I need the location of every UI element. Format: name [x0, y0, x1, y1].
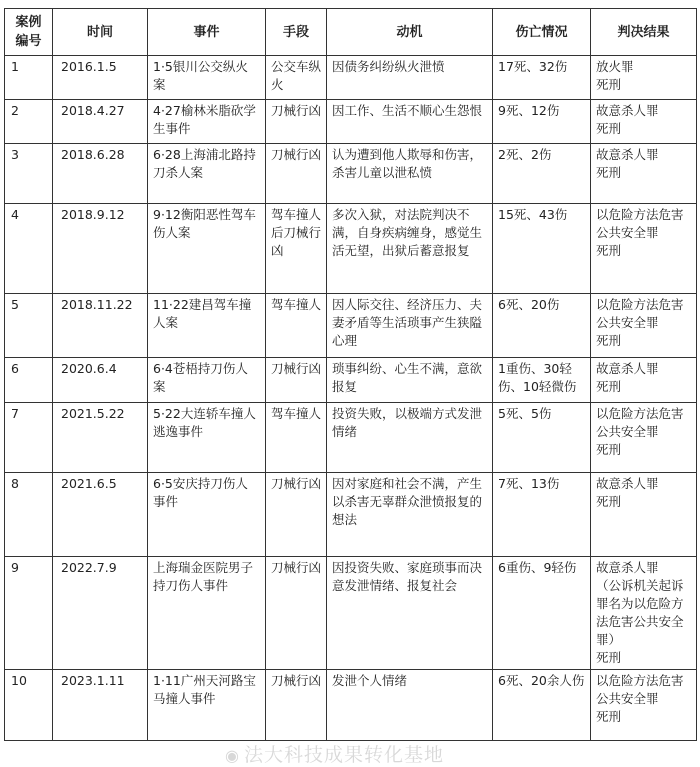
case-table: [4, 8, 697, 741]
table-row: [5, 358, 697, 403]
cell-means: 驾车撞人: [266, 294, 327, 358]
cell-means: 公交车纵火: [266, 56, 327, 100]
cell-motive: 因人际交往、经济压力、夫妻矛盾等生活琐事产生狭隘心理: [327, 294, 493, 358]
header-means: 手段: [266, 9, 327, 56]
cell-event: 上海瑞金医院男子持刀伤人事件: [148, 557, 266, 670]
cell-verdict: 故意杀人罪 死刑: [591, 358, 697, 403]
cell-motive: 琐事纠纷、心生不满，意欲报复: [327, 358, 493, 403]
cell-time: 2018.4.27: [53, 100, 148, 144]
table-row: [5, 403, 697, 473]
cell-case-id: 8: [5, 473, 53, 557]
cell-case-id: 10: [5, 670, 53, 741]
table-row: [5, 670, 697, 741]
cell-motive: 因工作、生活不顺心生怨恨: [327, 100, 493, 144]
cell-case-id: 5: [5, 294, 53, 358]
cell-means: 刀械行凶: [266, 144, 327, 204]
cell-time: 2018.6.28: [53, 144, 148, 204]
cell-event: 6·28上海浦北路持刀杀人案: [148, 144, 266, 204]
cell-casualty: 6死、20余人伤: [493, 670, 591, 741]
cell-event: 9·12衡阳恶性驾车伤人案: [148, 204, 266, 294]
cell-verdict: 故意杀人罪 死刑: [591, 100, 697, 144]
header-motive: 动机: [327, 9, 493, 56]
weibo-logo-icon: ◉: [225, 746, 240, 765]
cell-verdict: 放火罪 死刑: [591, 56, 697, 100]
cell-case-id: 4: [5, 204, 53, 294]
cell-verdict: 以危险方法危害公共安全罪 死刑: [591, 670, 697, 741]
cell-case-id: 3: [5, 144, 53, 204]
header-event: 事件: [148, 9, 266, 56]
cell-time: 2021.5.22: [53, 403, 148, 473]
cell-event: 6·4苍梧持刀伤人案: [148, 358, 266, 403]
cell-verdict: 以危险方法危害公共安全罪 死刑: [591, 294, 697, 358]
cell-event: 11·22建昌驾车撞人案: [148, 294, 266, 358]
cell-case-id: 6: [5, 358, 53, 403]
table-row: [5, 56, 697, 100]
cell-verdict: 故意杀人罪 死刑: [591, 473, 697, 557]
cell-case-id: 1: [5, 56, 53, 100]
cell-event: 1·5银川公交纵火案: [148, 56, 266, 100]
table-row: [5, 100, 697, 144]
cell-motive: 投资失败，以极端方式发泄情绪: [327, 403, 493, 473]
cell-casualty: 2死、2伤: [493, 144, 591, 204]
cell-motive: 因投资失败、家庭琐事而决意发泄情绪、报复社会: [327, 557, 493, 670]
cell-casualty: 5死、5伤: [493, 403, 591, 473]
cell-verdict: 以危险方法危害公共安全罪 死刑: [591, 204, 697, 294]
cell-casualty: 9死、12伤: [493, 100, 591, 144]
watermark-text: 法大科技成果转化基地: [243, 744, 444, 766]
cell-motive: 因对家庭和社会不满，产生以杀害无辜群众泄愤报复的想法: [327, 473, 493, 557]
cell-casualty: 6重伤、9轻伤: [493, 557, 591, 670]
header-case-id: 案例 编号: [5, 9, 53, 56]
cell-casualty: 15死、43伤: [493, 204, 591, 294]
cell-casualty: 1重伤、30轻伤、10轻微伤: [493, 358, 591, 403]
header-time: 时间: [53, 9, 148, 56]
cell-event: 1·11广州天河路宝马撞人事件: [148, 670, 266, 741]
table-row: [5, 294, 697, 358]
cell-time: 2023.1.11: [53, 670, 148, 741]
table-row: [5, 557, 697, 670]
cell-event: 5·22大连轿车撞人逃逸事件: [148, 403, 266, 473]
watermark: [225, 740, 444, 767]
cell-motive: 发泄个人情绪: [327, 670, 493, 741]
cell-case-id: 2: [5, 100, 53, 144]
cell-means: 刀械行凶: [266, 670, 327, 741]
cell-verdict: 故意杀人罪 （公诉机关起诉罪名为以危险方法危害公共安全罪） 死刑: [591, 557, 697, 670]
table-row: [5, 144, 697, 204]
cell-verdict: 以危险方法危害公共安全罪 死刑: [591, 403, 697, 473]
cell-means: 刀械行凶: [266, 557, 327, 670]
cell-verdict: 故意杀人罪 死刑: [591, 144, 697, 204]
cell-casualty: 6死、20伤: [493, 294, 591, 358]
cell-motive: 多次入狱，对法院判决不满，自身疾病缠身，感觉生活无望，出狱后蓄意报复: [327, 204, 493, 294]
cell-time: 2021.6.5: [53, 473, 148, 557]
cell-motive: 因债务纠纷纵火泄愤: [327, 56, 493, 100]
table-row: [5, 204, 697, 294]
cell-case-id: 7: [5, 403, 53, 473]
header-verdict: 判决结果: [591, 9, 697, 56]
table-row: [5, 473, 697, 557]
cell-casualty: 7死、13伤: [493, 473, 591, 557]
cell-time: 2016.1.5: [53, 56, 148, 100]
cell-event: 4·27榆林米脂砍学生事件: [148, 100, 266, 144]
cell-means: 刀械行凶: [266, 358, 327, 403]
cell-time: 2022.7.9: [53, 557, 148, 670]
header-casualty: 伤亡情况: [493, 9, 591, 56]
table-header-row: [5, 9, 697, 56]
cell-casualty: 17死、32伤: [493, 56, 591, 100]
cell-motive: 认为遭到他人欺辱和伤害，杀害儿童以泄私愤: [327, 144, 493, 204]
cell-means: 刀械行凶: [266, 473, 327, 557]
cell-time: 2020.6.4: [53, 358, 148, 403]
cell-time: 2018.11.22: [53, 294, 148, 358]
cell-case-id: 9: [5, 557, 53, 670]
cell-time: 2018.9.12: [53, 204, 148, 294]
cell-event: 6·5安庆持刀伤人事件: [148, 473, 266, 557]
cell-means: 刀械行凶: [266, 100, 327, 144]
cell-means: 驾车撞人: [266, 403, 327, 473]
cell-means: 驾车撞人后刀械行凶: [266, 204, 327, 294]
